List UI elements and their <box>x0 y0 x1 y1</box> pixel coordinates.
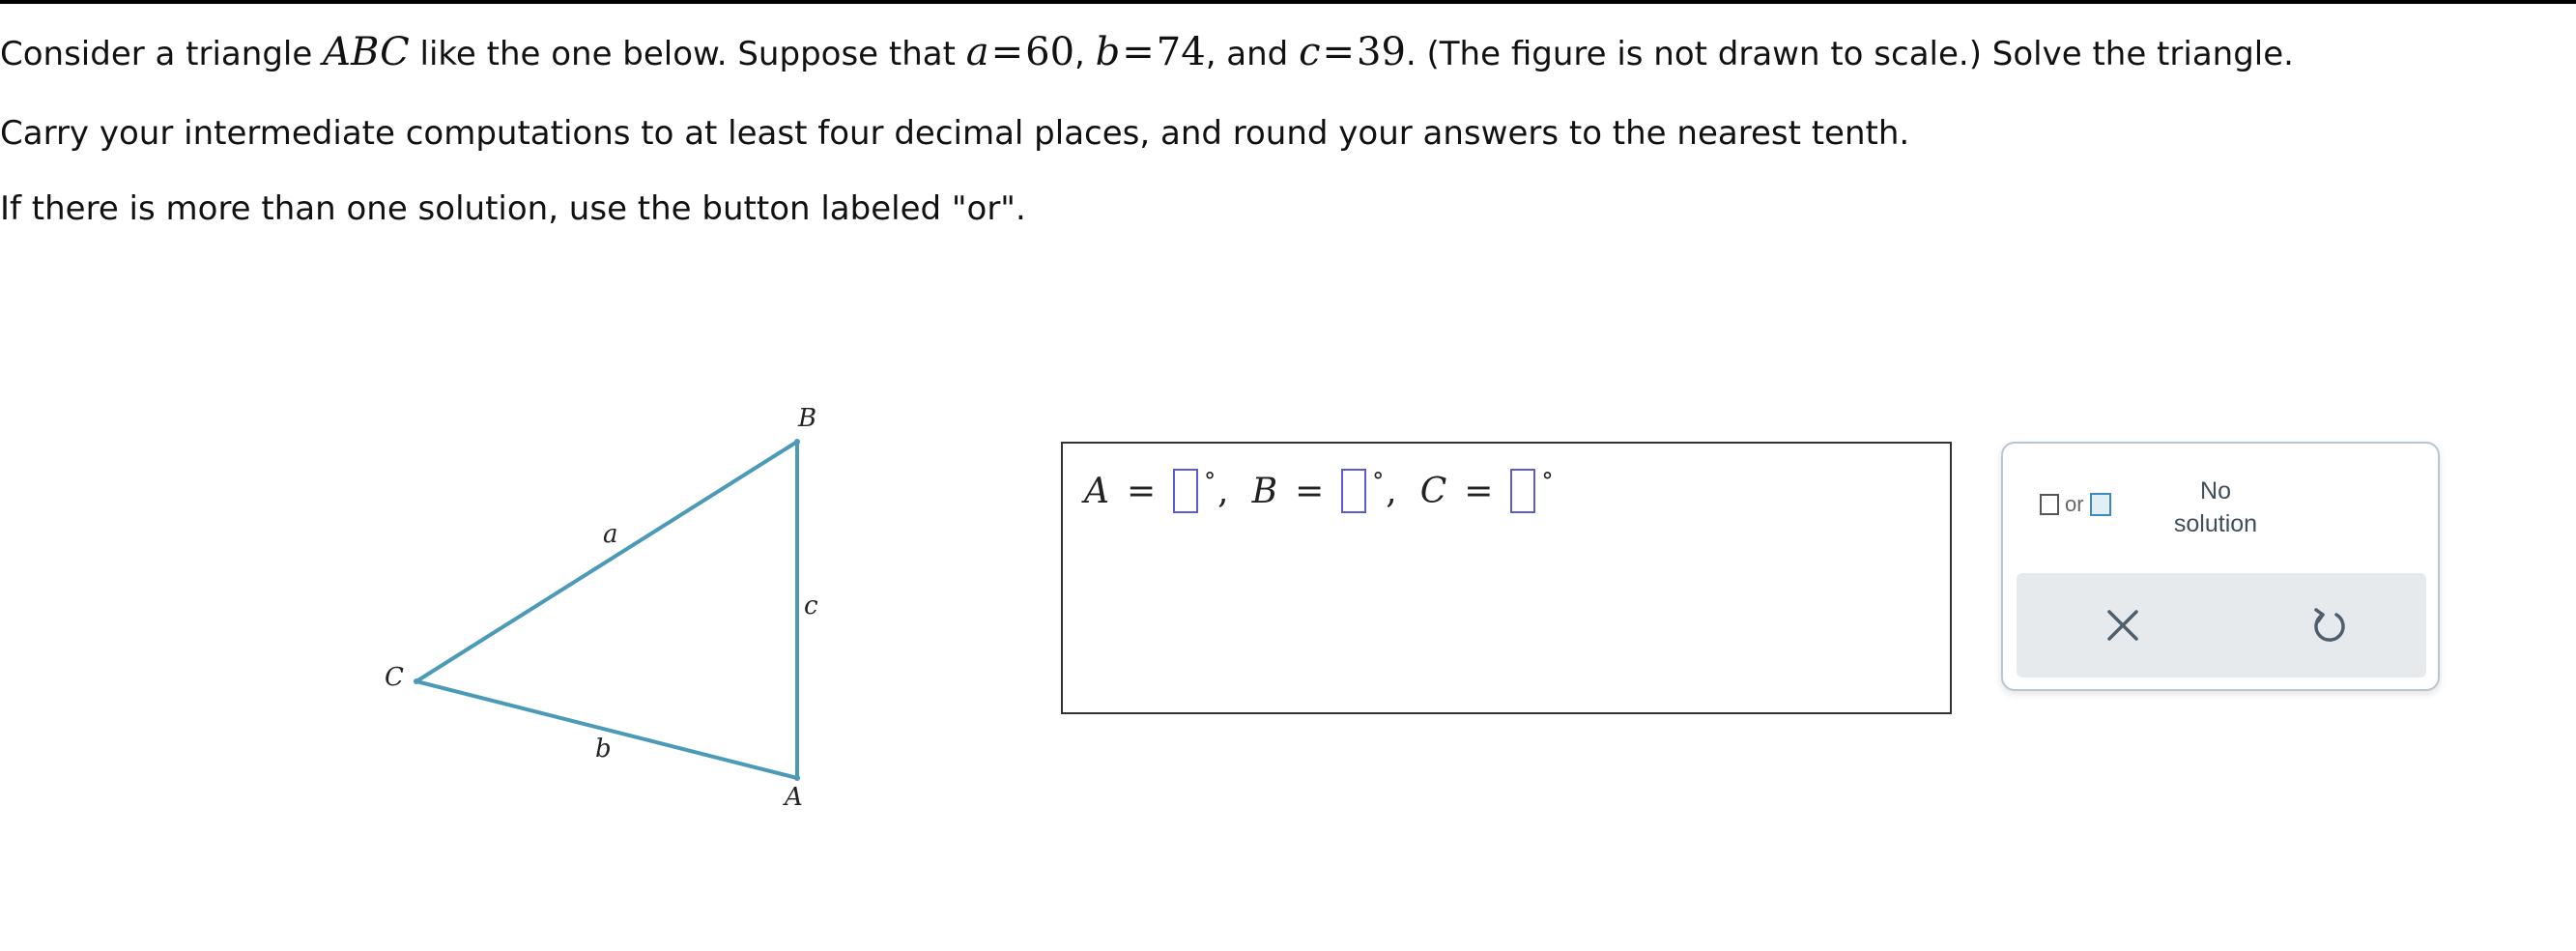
equals-sign: = <box>990 30 1024 74</box>
comma: , <box>1386 471 1397 511</box>
separator: , <box>1074 35 1096 73</box>
angle-c-input[interactable] <box>1510 469 1535 513</box>
equals-sign: = <box>1127 471 1157 511</box>
degree-symbol: ° <box>1372 468 1385 495</box>
no-solution-label-line1: No <box>2200 477 2231 504</box>
angle-a-input[interactable] <box>1173 469 1198 513</box>
value-a: 60 <box>1025 30 1075 74</box>
no-solution-label-line2: solution <box>2173 510 2258 537</box>
instruction-or-button: If there is more than one solution, use the button labeled "or". <box>0 189 1026 228</box>
degree-symbol: ° <box>1204 468 1216 495</box>
equals-sign: = <box>1464 471 1494 511</box>
vertex-a-dot <box>794 775 800 781</box>
value-c: 39 <box>1357 30 1406 74</box>
equals-sign: = <box>1322 30 1355 74</box>
problem-text: . (The figure is not drawn to scale.) Solve the triangle. <box>1405 35 2294 73</box>
var-b: b <box>1095 30 1121 74</box>
filled-box-icon <box>2090 493 2111 516</box>
top-border <box>0 0 2576 4</box>
side-label-b: b <box>595 735 612 764</box>
degree-symbol: ° <box>1541 468 1554 495</box>
value-b: 74 <box>1156 30 1206 74</box>
problem-text: Consider a triangle <box>0 35 324 73</box>
close-icon <box>2100 602 2146 648</box>
answer-row <box>1084 469 1553 513</box>
tools-panel <box>2001 442 2440 691</box>
vertex-c-dot <box>414 678 419 684</box>
side-label-a: a <box>603 520 618 549</box>
triangle-figure <box>367 406 850 831</box>
equals-sign: = <box>1295 471 1325 511</box>
angle-a-label: A <box>1084 471 1109 511</box>
empty-box-icon <box>2040 494 2059 515</box>
problem-statement <box>0 31 2294 75</box>
instruction-rounding: Carry your intermediate computations to at least four decimal places, and round your answers to the nearest tenth. <box>0 114 1910 153</box>
problem-text: like the one below. Suppose that <box>409 35 966 73</box>
var-a: a <box>965 30 989 74</box>
triangle-name: ABC <box>323 30 410 74</box>
triangle-shape <box>416 442 797 778</box>
action-bar <box>2017 573 2426 677</box>
angle-c-label: C <box>1419 471 1447 511</box>
vertex-label-b: B <box>798 404 817 433</box>
or-button-label: or <box>2065 492 2084 516</box>
comma: , <box>1217 471 1229 511</box>
problem-text: , and <box>1205 35 1300 73</box>
clear-button[interactable] <box>2100 602 2146 648</box>
undo-button[interactable] <box>2306 602 2353 648</box>
angle-b-input[interactable] <box>1341 469 1366 513</box>
triangle-diagram <box>367 406 850 831</box>
undo-icon <box>2306 602 2353 648</box>
vertex-label-a: A <box>785 783 803 812</box>
vertex-b-dot <box>794 439 800 445</box>
var-c: c <box>1299 30 1321 74</box>
or-button[interactable] <box>2040 492 2111 517</box>
angle-b-label: B <box>1251 471 1278 511</box>
no-solution-button[interactable] <box>2148 475 2283 540</box>
vertex-label-c: C <box>385 663 404 692</box>
equals-sign: = <box>1122 30 1155 74</box>
side-label-c: c <box>804 591 818 620</box>
answer-box <box>1061 442 1952 714</box>
